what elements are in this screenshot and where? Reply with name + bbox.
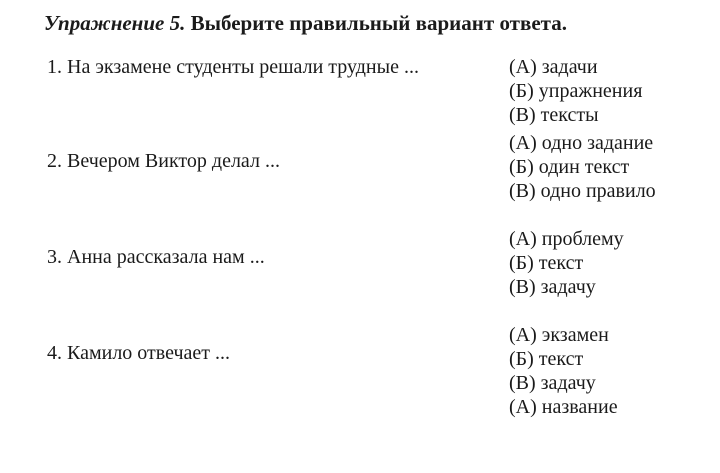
answer-option: (В) одно правило [509,180,656,202]
answer-option: (А) экзамен [509,324,609,346]
answer-option: (Б) один текст [509,156,630,178]
answer-option: (А) задачи [509,56,598,78]
question-1: 1. На экзамене студенты решали трудные ... [47,56,419,78]
question-3-options [509,227,624,299]
question-3: 3. Анна рассказала нам ... [47,246,265,268]
exercise-instruction: Выберите правильный вариант ответа. [190,11,567,35]
answer-option: (В) тексты [509,104,599,126]
answer-option: (Б) текст [509,348,584,370]
question-1-options [509,55,642,127]
question-4: 4. Камило отвечает ... [47,342,231,364]
question-2: 2. Вечером Виктор делал ... [47,150,280,172]
answer-option: (А) одно задание [509,132,654,154]
exercise-label: Упражнение 5. [44,11,186,35]
answer-option: (Б) текст [509,252,584,274]
answer-option: (Б) упражнения [509,80,643,102]
answer-option: (А) название [509,396,618,418]
exercise-title [44,8,567,38]
question-4-options [509,323,618,419]
answer-option: (В) задачу [509,372,596,394]
answer-option: (В) задачу [509,276,596,298]
answer-option: (А) проблему [509,228,624,250]
question-2-options [509,131,656,203]
